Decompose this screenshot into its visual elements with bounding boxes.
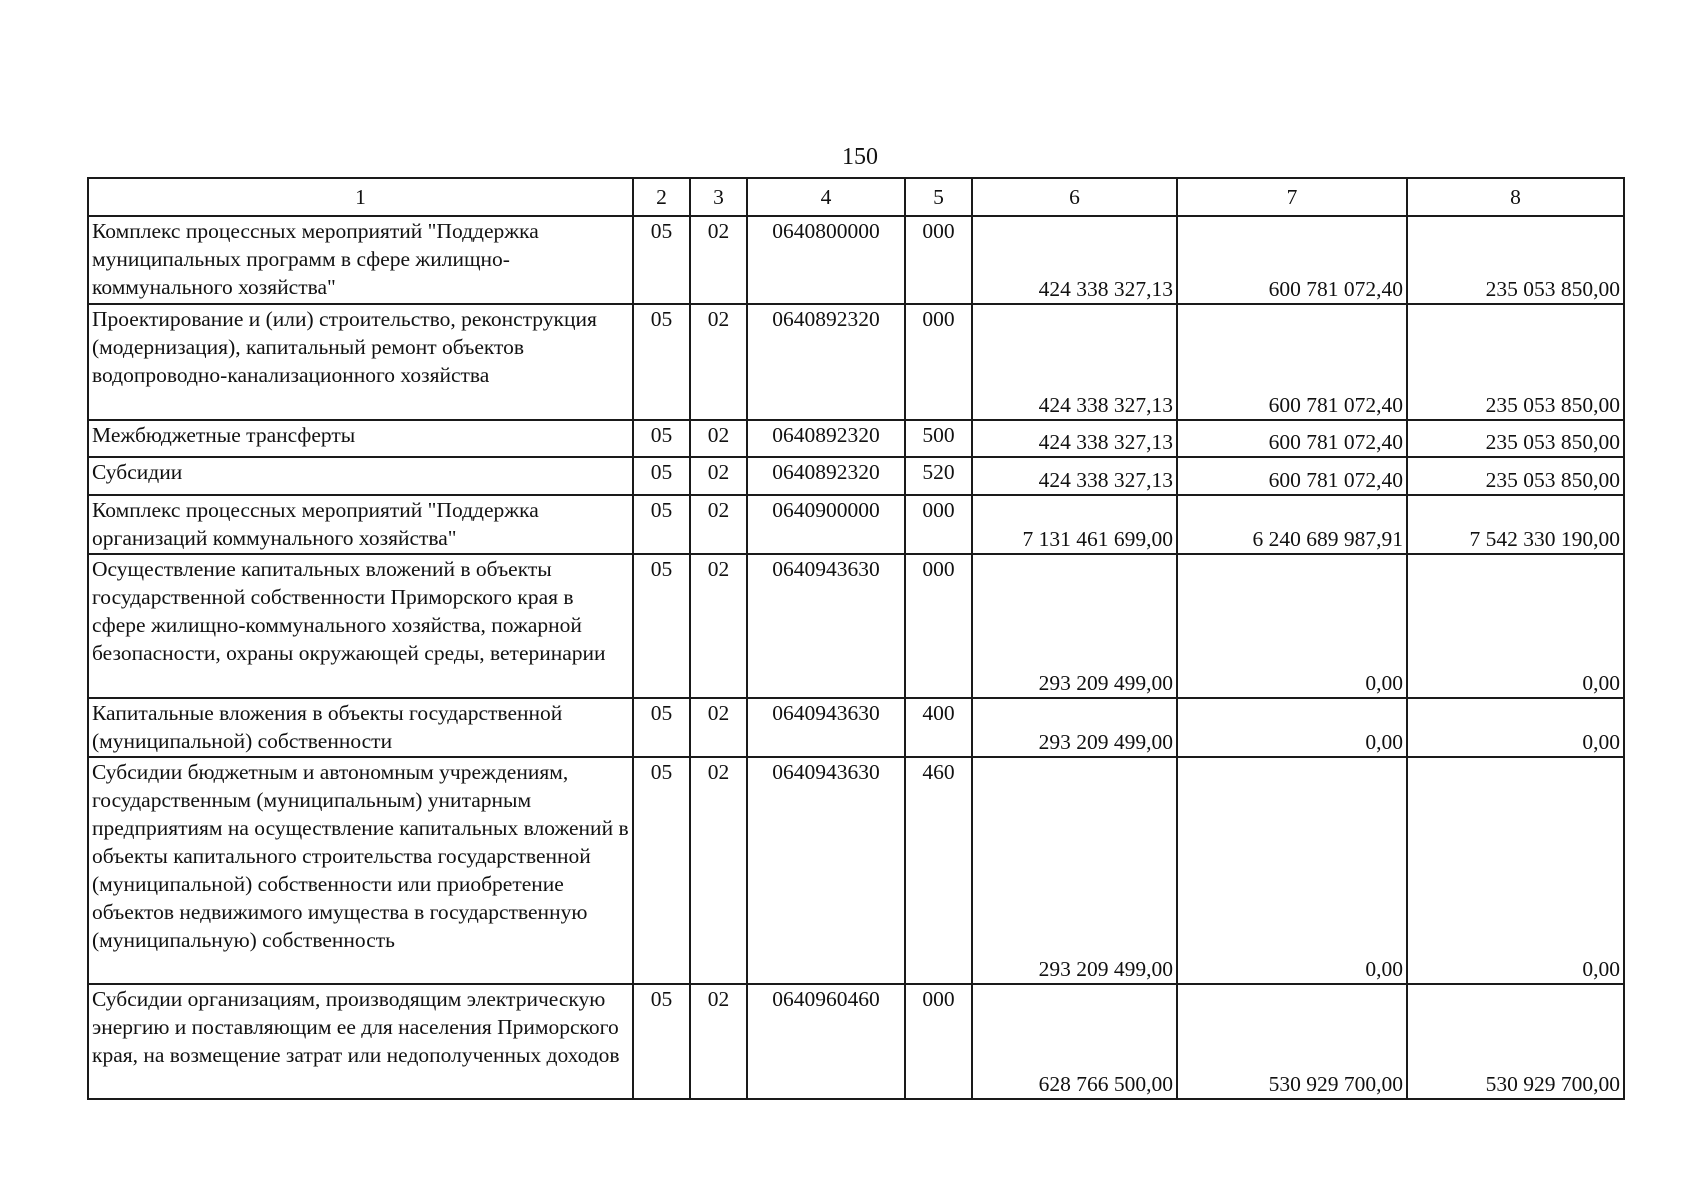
target-article-code: 0640892320 xyxy=(747,457,905,495)
expense-type-code: 000 xyxy=(905,554,972,698)
amount-col8: 235 053 850,00 xyxy=(1407,304,1624,420)
column-header: 8 xyxy=(1407,178,1624,216)
expense-type-code: 460 xyxy=(905,757,972,984)
table-row xyxy=(88,216,1624,304)
amount-col8: 0,00 xyxy=(1407,698,1624,757)
amount-col7: 0,00 xyxy=(1177,698,1407,757)
target-article-code: 0640892320 xyxy=(747,304,905,420)
column-header: 7 xyxy=(1177,178,1407,216)
row-name: Межбюджетные трансферты xyxy=(88,420,633,457)
row-name: Субсидии бюджетным и автономным учреждениям, государственным (муниципальным) унитарным предприятиям на осуществление капитальных вложений в объекты капитального строительства государственной (муниципальной) собственности или приобретение объектов недвижимого имущества в государственную (муниципальную) собственность xyxy=(88,757,633,984)
amount-col6: 424 338 327,13 xyxy=(972,457,1177,495)
subsection-code: 02 xyxy=(690,757,747,984)
section-code: 05 xyxy=(633,420,690,457)
expense-type-code: 000 xyxy=(905,984,972,1099)
column-header: 5 xyxy=(905,178,972,216)
row-name: Субсидии организациям, производящим электрическую энергию и поставляющим ее для населения Приморского края, на возмещение затрат или недополученных доходов xyxy=(88,984,633,1099)
target-article-code: 0640943630 xyxy=(747,757,905,984)
section-code: 05 xyxy=(633,984,690,1099)
target-article-code: 0640800000 xyxy=(747,216,905,304)
table-row xyxy=(88,698,1624,757)
table-row xyxy=(88,554,1624,698)
expense-type-code: 000 xyxy=(905,495,972,554)
expense-type-code: 520 xyxy=(905,457,972,495)
amount-col8: 235 053 850,00 xyxy=(1407,457,1624,495)
amount-col6: 293 209 499,00 xyxy=(972,698,1177,757)
subsection-code: 02 xyxy=(690,984,747,1099)
amount-col8: 235 053 850,00 xyxy=(1407,420,1624,457)
header-row xyxy=(88,178,1624,216)
amount-col7: 0,00 xyxy=(1177,554,1407,698)
column-header: 2 xyxy=(633,178,690,216)
table-row xyxy=(88,304,1624,420)
amount-col8: 7 542 330 190,00 xyxy=(1407,495,1624,554)
subsection-code: 02 xyxy=(690,304,747,420)
subsection-code: 02 xyxy=(690,495,747,554)
amount-col7: 600 781 072,40 xyxy=(1177,457,1407,495)
section-code: 05 xyxy=(633,304,690,420)
column-header: 3 xyxy=(690,178,747,216)
expense-type-code: 500 xyxy=(905,420,972,457)
amount-col6: 424 338 327,13 xyxy=(972,420,1177,457)
amount-col8: 235 053 850,00 xyxy=(1407,216,1624,304)
amount-col7: 0,00 xyxy=(1177,757,1407,984)
amount-col7: 6 240 689 987,91 xyxy=(1177,495,1407,554)
amount-col7: 530 929 700,00 xyxy=(1177,984,1407,1099)
amount-col6: 424 338 327,13 xyxy=(972,216,1177,304)
amount-col8: 530 929 700,00 xyxy=(1407,984,1624,1099)
table-row xyxy=(88,495,1624,554)
subsection-code: 02 xyxy=(690,420,747,457)
column-header: 1 xyxy=(88,178,633,216)
subsection-code: 02 xyxy=(690,216,747,304)
target-article-code: 0640892320 xyxy=(747,420,905,457)
row-name: Субсидии xyxy=(88,457,633,495)
table-row xyxy=(88,457,1624,495)
amount-col6: 293 209 499,00 xyxy=(972,757,1177,984)
row-name: Комплекс процессных мероприятий "Поддержка организаций коммунального хозяйства" xyxy=(88,495,633,554)
section-code: 05 xyxy=(633,495,690,554)
amount-col6: 7 131 461 699,00 xyxy=(972,495,1177,554)
amount-col6: 628 766 500,00 xyxy=(972,984,1177,1099)
expense-type-code: 000 xyxy=(905,304,972,420)
amount-col8: 0,00 xyxy=(1407,554,1624,698)
target-article-code: 0640900000 xyxy=(747,495,905,554)
amount-col6: 424 338 327,13 xyxy=(972,304,1177,420)
column-header: 4 xyxy=(747,178,905,216)
table-row xyxy=(88,984,1624,1099)
section-code: 05 xyxy=(633,216,690,304)
page-number: 150 xyxy=(842,144,878,170)
table-row xyxy=(88,420,1624,457)
amount-col7: 600 781 072,40 xyxy=(1177,216,1407,304)
row-name: Осуществление капитальных вложений в объекты государственной собственности Приморского края в сфере жилищно-коммунального хозяйства, пожарной безопасности, охраны окружающей среды, ветеринарии xyxy=(88,554,633,698)
column-header: 6 xyxy=(972,178,1177,216)
subsection-code: 02 xyxy=(690,554,747,698)
row-name: Комплекс процессных мероприятий "Поддержка муниципальных программ в сфере жилищно-коммунального хозяйства" xyxy=(88,216,633,304)
amount-col8: 0,00 xyxy=(1407,757,1624,984)
expense-type-code: 000 xyxy=(905,216,972,304)
section-code: 05 xyxy=(633,457,690,495)
budget-table xyxy=(87,177,1625,1100)
expense-type-code: 400 xyxy=(905,698,972,757)
amount-col7: 600 781 072,40 xyxy=(1177,304,1407,420)
target-article-code: 0640943630 xyxy=(747,554,905,698)
table-row xyxy=(88,757,1624,984)
subsection-code: 02 xyxy=(690,457,747,495)
row-name: Капитальные вложения в объекты государственной (муниципальной) собственности xyxy=(88,698,633,757)
section-code: 05 xyxy=(633,698,690,757)
subsection-code: 02 xyxy=(690,698,747,757)
amount-col6: 293 209 499,00 xyxy=(972,554,1177,698)
section-code: 05 xyxy=(633,554,690,698)
target-article-code: 0640943630 xyxy=(747,698,905,757)
amount-col7: 600 781 072,40 xyxy=(1177,420,1407,457)
section-code: 05 xyxy=(633,757,690,984)
row-name: Проектирование и (или) строительство, реконструкция (модернизация), капитальный ремонт объектов водопроводно-канализационного хозяйства xyxy=(88,304,633,420)
target-article-code: 0640960460 xyxy=(747,984,905,1099)
